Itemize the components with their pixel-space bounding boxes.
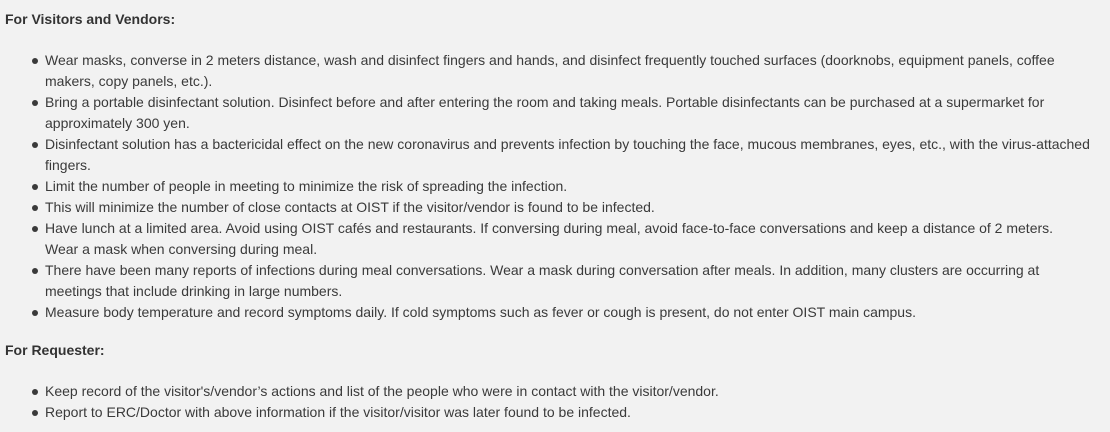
requester-list <box>5 381 1110 423</box>
requester-heading: For Requester: <box>5 342 105 358</box>
list-item: Have lunch at a limited area. Avoid using OIST cafés and restaurants. If conversing during meal, avoid face-to-face conversations and keep a distance of 2 meters. Wear a mask when conversing during meal. <box>5 218 1110 260</box>
list-item: Limit the number of people in meeting to minimize the risk of spreading the infection. <box>5 176 1110 197</box>
visitors-vendors-list <box>5 50 1110 323</box>
list-item: Keep record of the visitor's/vendor’s actions and list of the people who were in contact with the visitor/vendor. <box>5 381 1110 402</box>
list-item: Report to ERC/Doctor with above information if the visitor/visitor was later found to be infected. <box>5 402 1110 423</box>
list-item: Bring a portable disinfectant solution. Disinfect before and after entering the room and taking meals. Portable disinfectants can be purchased at a supermarket for approximately 300 yen. <box>5 92 1110 134</box>
visitors-vendors-heading: For Visitors and Vendors: <box>5 11 176 27</box>
list-item: There have been many reports of infections during meal conversations. Wear a mask during conversation after meals. In addition, many clusters are occurring at meetings that include drinking in large numbers. <box>5 260 1110 302</box>
list-item: Disinfectant solution has a bactericidal effect on the new coronavirus and prevents infection by touching the face, mucous membranes, eyes, etc., with the virus-attached fingers. <box>5 134 1110 176</box>
list-item: Measure body temperature and record symptoms daily. If cold symptoms such as fever or cough is present, do not enter OIST main campus. <box>5 302 1110 323</box>
list-item: This will minimize the number of close contacts at OIST if the visitor/vendor is found to be infected. <box>5 197 1110 218</box>
list-item: Wear masks, converse in 2 meters distance, wash and disinfect fingers and hands, and disinfect frequently touched surfaces (doorknobs, equipment panels, coffee makers, copy panels, etc.). <box>5 50 1110 92</box>
